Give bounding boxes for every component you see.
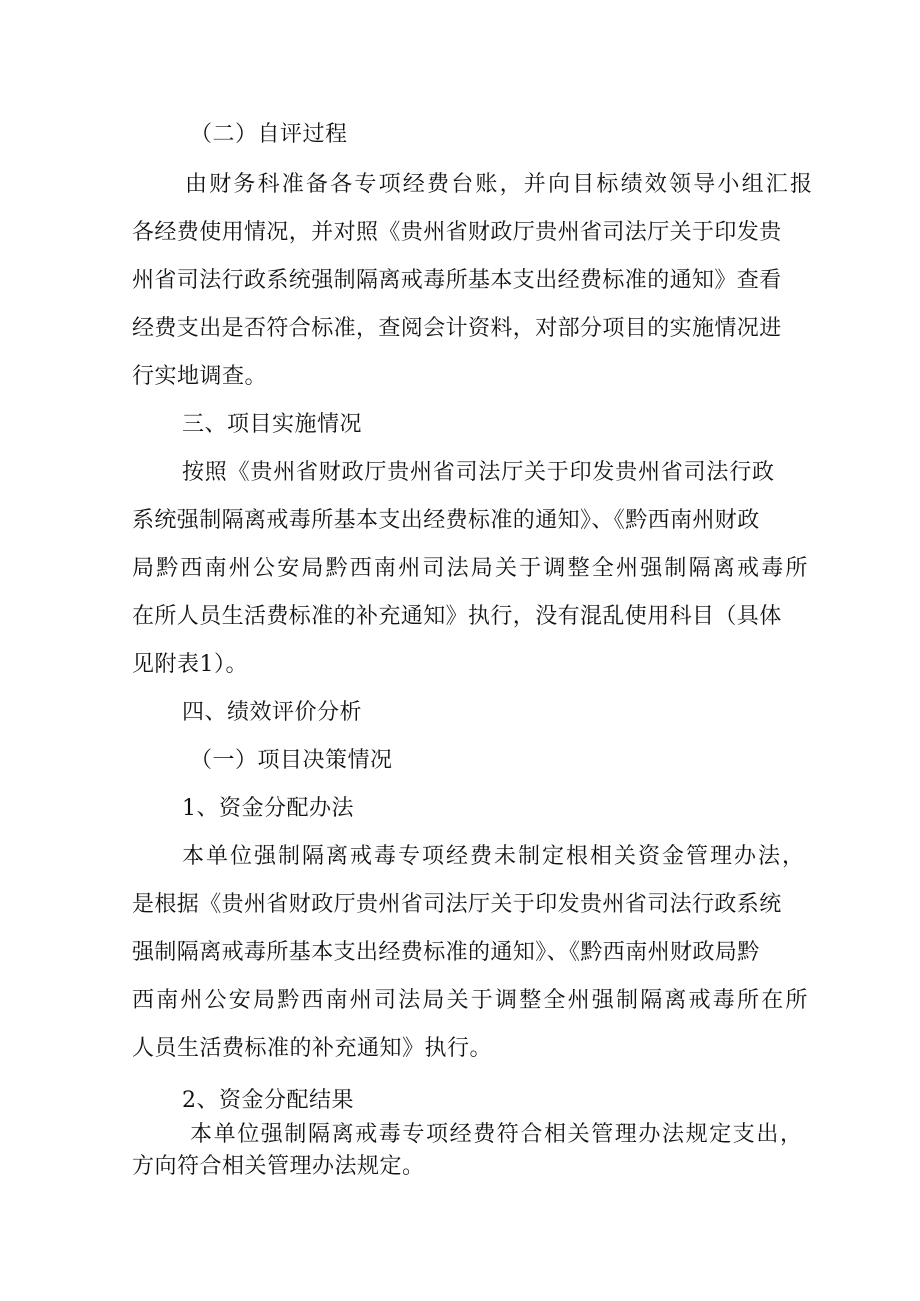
paragraph-line: 见附表1）。 bbox=[132, 652, 248, 677]
paragraph-line: 方向符合相关管理办法规定。 bbox=[132, 1154, 425, 1179]
paragraph-line: 强制隔离戒毒所基本支出经费标准的通知》、《黔西南州财政局黔 bbox=[132, 940, 760, 965]
paragraph-line: 经费支出是否符合标准，查阅会计资料，对部分项目的实施情况进 bbox=[132, 316, 782, 341]
paragraph-line: 本单位强制隔离戒毒专项经费符合相关管理办法规定支出， bbox=[190, 1122, 804, 1147]
paragraph-line: 西南州公安局黔西南州司法局关于调整全州强制隔离戒毒所在所 bbox=[132, 988, 810, 1013]
paragraph-line: 是根据《贵州省财政厅贵州省司法厅关于印发贵州省司法行政系统 bbox=[132, 892, 782, 917]
paragraph-line: 本单位强制隔离戒毒专项经费未制定根相关资金管理办法， bbox=[182, 844, 807, 869]
paragraph-line: 按照《贵州省财政厅贵州省司法厅关于印发贵州省司法行政 bbox=[182, 460, 775, 485]
paragraph-line: 行实地调查。 bbox=[132, 364, 268, 389]
item-heading-2: 2、资金分配结果 bbox=[182, 1088, 354, 1113]
paragraph-line: 系统强制隔离戒毒所基本支出经费标准的通知》、《黔西南州财政 bbox=[132, 508, 760, 533]
section-heading-3: 三、项目实施情况 bbox=[182, 412, 363, 437]
paragraph-line: 各经费使用情况，并对照《贵州省财政厅贵州省司法厅关于印发贵 bbox=[132, 220, 782, 245]
item-heading-1: 1、资金分配办法 bbox=[182, 796, 354, 821]
section-heading-4: 四、绩效评价分析 bbox=[182, 700, 363, 725]
subsection-heading: （一）项目决策情况 bbox=[190, 748, 393, 773]
paragraph-line: 人员生活费标准的补充通知》执行。 bbox=[132, 1036, 493, 1061]
section-heading-self-eval: （二）自评过程 bbox=[190, 122, 348, 147]
paragraph-line: 局黔西南州公安局黔西南州司法局关于调整全州强制隔离戒毒所 bbox=[132, 556, 810, 581]
paragraph-line: 州省司法行政系统强制隔离戒毒所基本支出经费标准的通知》查看 bbox=[132, 268, 782, 293]
paragraph-line: 由财务科准备各专项经费台账，并向目标绩效领导小组汇报 bbox=[185, 172, 815, 197]
paragraph-line: 在所人员生活费标准的补充通知》执行，没有混乱使用科目（具体 bbox=[132, 604, 782, 629]
